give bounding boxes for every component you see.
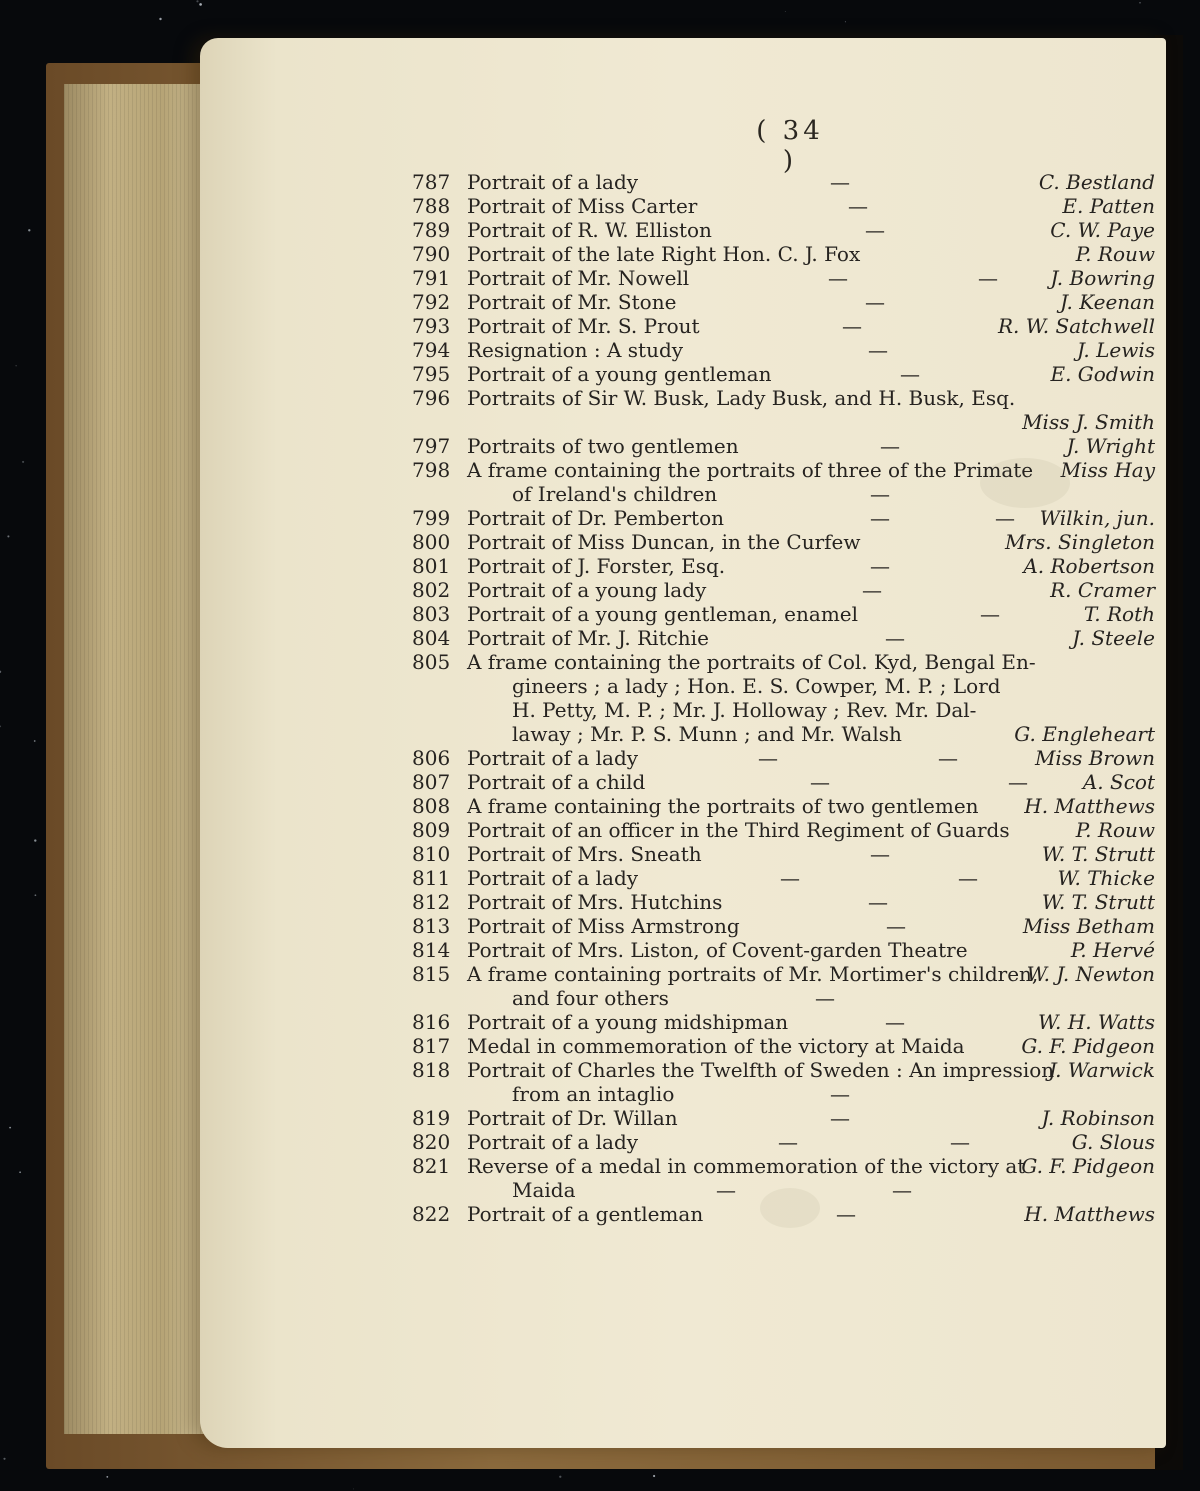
entry-dash: — xyxy=(780,866,800,890)
entry-title: Portrait of Mr. Stone xyxy=(467,290,677,314)
entry-dash: — xyxy=(848,194,868,218)
entry-title: Portrait of Mrs. Liston, of Covent-garden Theatre xyxy=(467,938,968,962)
entry-number: 794 xyxy=(412,338,451,362)
entry-number: 812 xyxy=(412,890,451,914)
entry-title: Portrait of Miss Carter xyxy=(467,194,698,218)
entry-dash: — xyxy=(958,866,978,890)
entry-dash: — xyxy=(995,506,1015,530)
entry-artist: G. F. Pidgeon xyxy=(1021,1034,1155,1058)
entry-artist: T. Roth xyxy=(1083,602,1155,626)
entry-artist: J. Keenan xyxy=(1060,290,1155,314)
entry-artist: W. T. Strutt xyxy=(1041,842,1155,866)
entry-number: 790 xyxy=(412,242,451,266)
entry-artist: G. Engleheart xyxy=(1014,722,1155,746)
entry-title: Portrait of the late Right Hon. C. J. Fox xyxy=(467,242,861,266)
entry-artist: Miss Hay xyxy=(1060,458,1155,482)
entry-title: Portrait of a lady xyxy=(467,746,639,770)
entry-number: 797 xyxy=(412,434,451,458)
entry-title: Portrait of J. Forster, Esq. xyxy=(467,554,726,578)
entry-dash: — xyxy=(778,1130,798,1154)
entry-title: Resignation : A study xyxy=(467,338,684,362)
entry-number: 796 xyxy=(412,386,451,410)
entry-number: 792 xyxy=(412,290,451,314)
entry-artist: G. F. Pidgeon xyxy=(1021,1154,1155,1178)
entry-dash: — xyxy=(885,626,905,650)
entry-title: from an intaglio xyxy=(512,1082,675,1106)
entry-title: A frame containing the portraits of three of the Primate xyxy=(467,458,1034,482)
entry-title: of Ireland's children xyxy=(512,482,718,506)
entry-number: 803 xyxy=(412,602,451,626)
entry-title: Portrait of Mrs. Sneath xyxy=(467,842,702,866)
entry-artist: J. Lewis xyxy=(1076,338,1155,362)
entry-dash: — xyxy=(978,266,998,290)
entry-dash: — xyxy=(868,338,888,362)
entry-artist: R. Cramer xyxy=(1050,578,1155,602)
entry-artist: J. Steele xyxy=(1072,626,1155,650)
entry-dash: — xyxy=(870,554,890,578)
entry-number: 802 xyxy=(412,578,451,602)
page-number: ( 34 ) xyxy=(756,116,824,176)
entry-title: Portrait of Dr. Pemberton xyxy=(467,506,724,530)
entry-artist: J. Wright xyxy=(1066,434,1155,458)
entry-artist: R. W. Satchwell xyxy=(997,314,1155,338)
entry-number: 808 xyxy=(412,794,451,818)
entry-artist: P. Rouw xyxy=(1075,242,1155,266)
entry-number: 811 xyxy=(412,866,451,890)
entry-number: 798 xyxy=(412,458,451,482)
entry-title: Portraits of Sir W. Busk, Lady Busk, and H. Busk, Esq. xyxy=(467,386,1016,410)
entry-title: Portrait of Mr. Nowell xyxy=(467,266,690,290)
entry-dash: — xyxy=(880,434,900,458)
entry-number: 791 xyxy=(412,266,451,290)
entry-dash: — xyxy=(870,506,890,530)
entry-dash: — xyxy=(842,314,862,338)
entry-title: Portrait of R. W. Elliston xyxy=(467,218,712,242)
entry-title: Portrait of a young midshipman xyxy=(467,1010,789,1034)
entry-artist: J. Bowring xyxy=(1050,266,1155,290)
entry-artist: H. Matthews xyxy=(1024,1202,1155,1226)
entry-title: Portrait of Mr. S. Prout xyxy=(467,314,700,338)
entry-number: 809 xyxy=(412,818,451,842)
entry-dash: — xyxy=(828,266,848,290)
entry-artist: J. Warwick xyxy=(1048,1058,1155,1082)
entry-artist: H. Matthews xyxy=(1024,794,1155,818)
entry-dash: — xyxy=(870,842,890,866)
entry-artist: P. Rouw xyxy=(1075,818,1155,842)
entry-number: 817 xyxy=(412,1034,451,1058)
entry-dash: — xyxy=(885,1010,905,1034)
entry-number: 810 xyxy=(412,842,451,866)
entry-title: H. Petty, M. P. ; Mr. J. Holloway ; Rev. Mr. Dal- xyxy=(512,698,977,722)
entry-number: 816 xyxy=(412,1010,451,1034)
entry-number: 821 xyxy=(412,1154,451,1178)
entry-number: 801 xyxy=(412,554,451,578)
entry-title: Medal in commemoration of the victory at Maida xyxy=(467,1034,965,1058)
entry-title: gineers ; a lady ; Hon. E. S. Cowper, M. P. ; Lord xyxy=(512,674,1001,698)
entry-artist: A. Scot xyxy=(1082,770,1155,794)
entry-title: Portrait of Mrs. Hutchins xyxy=(467,890,723,914)
entry-artist: C. W. Paye xyxy=(1050,218,1155,242)
entry-number: 819 xyxy=(412,1106,451,1130)
entry-dash: — xyxy=(865,218,885,242)
entry-artist: P. Hervé xyxy=(1070,938,1155,962)
entry-number: 814 xyxy=(412,938,451,962)
entry-dash: — xyxy=(900,362,920,386)
entry-artist: W. J. Newton xyxy=(1026,962,1155,986)
entry-dash: — xyxy=(815,986,835,1010)
entry-title: Portrait of an officer in the Third Regiment of Guards xyxy=(467,818,1010,842)
entry-artist: J. Robinson xyxy=(1041,1106,1155,1130)
entry-artist: E. Godwin xyxy=(1050,362,1155,386)
entry-dash: — xyxy=(938,746,958,770)
entry-title: Portrait of a young lady xyxy=(467,578,707,602)
entry-dash: — xyxy=(830,170,850,194)
entry-number: 806 xyxy=(412,746,451,770)
entry-dash: — xyxy=(1008,770,1028,794)
entry-artist: Miss J. Smith xyxy=(1022,410,1155,434)
entry-title: A frame containing portraits of Mr. Mortimer's children, xyxy=(467,962,1039,986)
entry-number: 787 xyxy=(412,170,451,194)
entry-dash: — xyxy=(716,1178,736,1202)
entry-title: A frame containing the portraits of Col. Kyd, Bengal En- xyxy=(467,650,1036,674)
entry-title: Maida xyxy=(512,1178,576,1202)
entry-number: 820 xyxy=(412,1130,451,1154)
entry-number: 807 xyxy=(412,770,451,794)
entry-dash: — xyxy=(865,290,885,314)
entry-title: Reverse of a medal in commemoration of the victory at xyxy=(467,1154,1026,1178)
entry-title: Portraits of two gentlemen xyxy=(467,434,739,458)
entry-dash: — xyxy=(862,578,882,602)
entry-artist: Miss Betham xyxy=(1022,914,1155,938)
entry-dash: — xyxy=(980,602,1000,626)
entry-artist: W. T. Strutt xyxy=(1041,890,1155,914)
entry-dash: — xyxy=(868,890,888,914)
entry-number: 793 xyxy=(412,314,451,338)
entry-title: Portrait of a gentleman xyxy=(467,1202,704,1226)
entry-title: Portrait of Dr. Willan xyxy=(467,1106,678,1130)
entry-number: 822 xyxy=(412,1202,451,1226)
entry-artist: G. Slous xyxy=(1071,1130,1155,1154)
entry-number: 789 xyxy=(412,218,451,242)
entry-number: 813 xyxy=(412,914,451,938)
entry-dash: — xyxy=(870,482,890,506)
entry-title: Portrait of Charles the Twelfth of Sweden : An impression xyxy=(467,1058,1055,1082)
entry-dash: — xyxy=(810,770,830,794)
entry-number: 805 xyxy=(412,650,451,674)
entry-artist: Mrs. Singleton xyxy=(1005,530,1155,554)
entry-title: A frame containing the portraits of two gentlemen xyxy=(467,794,979,818)
entry-artist: E. Patten xyxy=(1062,194,1155,218)
entry-number: 804 xyxy=(412,626,451,650)
entry-title: Portrait of a child xyxy=(467,770,646,794)
entry-title: Portrait of a young gentleman xyxy=(467,362,772,386)
entry-number: 799 xyxy=(412,506,451,530)
entry-dash: — xyxy=(886,914,906,938)
entry-dash: — xyxy=(836,1202,856,1226)
entry-number: 795 xyxy=(412,362,451,386)
entry-number: 815 xyxy=(412,962,451,986)
entry-artist: C. Bestland xyxy=(1038,170,1155,194)
entry-title: laway ; Mr. P. S. Munn ; and Mr. Walsh xyxy=(512,722,902,746)
entry-number: 818 xyxy=(412,1058,451,1082)
entry-artist: Miss Brown xyxy=(1034,746,1155,770)
entry-artist: A. Robertson xyxy=(1023,554,1155,578)
entry-number: 800 xyxy=(412,530,451,554)
entry-title: Portrait of Miss Duncan, in the Curfew xyxy=(467,530,861,554)
entry-number: 788 xyxy=(412,194,451,218)
entry-title: Portrait of a lady xyxy=(467,866,639,890)
entry-title: and four others xyxy=(512,986,669,1010)
entry-artist: Wilkin, jun. xyxy=(1039,506,1155,530)
entry-title: Portrait of Miss Armstrong xyxy=(467,914,740,938)
entry-title: Portrait of a lady xyxy=(467,1130,639,1154)
entry-dash: — xyxy=(892,1178,912,1202)
entry-title: Portrait of a young gentleman, enamel xyxy=(467,602,859,626)
entry-dash: — xyxy=(830,1082,850,1106)
entry-dash: — xyxy=(758,746,778,770)
entry-artist: W. Thicke xyxy=(1057,866,1155,890)
entry-dash: — xyxy=(950,1130,970,1154)
entry-title: Portrait of a lady xyxy=(467,170,639,194)
entry-dash: — xyxy=(830,1106,850,1130)
entry-title: Portrait of Mr. J. Ritchie xyxy=(467,626,709,650)
entry-artist: W. H. Watts xyxy=(1037,1010,1155,1034)
